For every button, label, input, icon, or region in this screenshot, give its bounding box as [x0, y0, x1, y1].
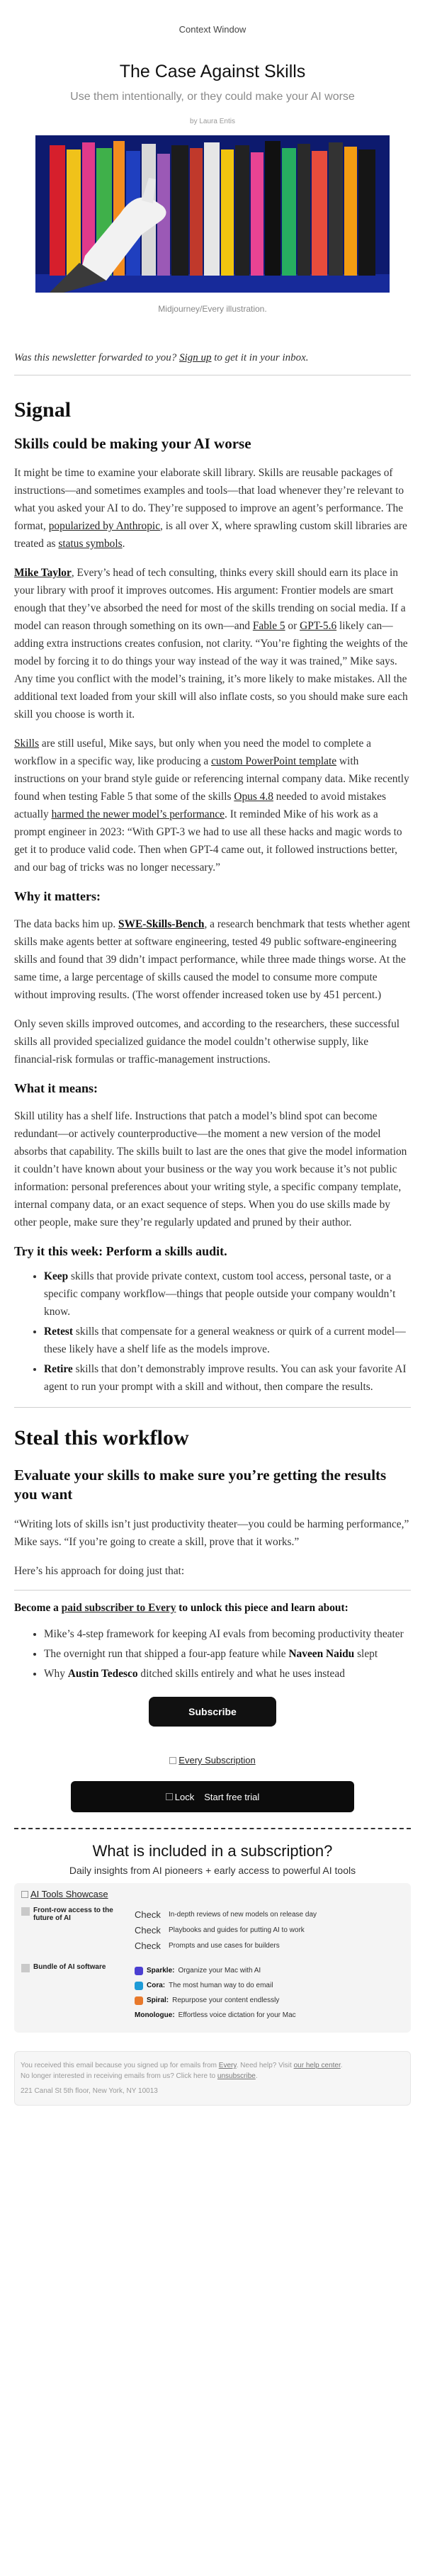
paragraph: Only seven skills improved outcomes, and according to the researchers, these successful skills all provided specialized guidance the model couldn’t otherwise supply, like financial-risk formulas or traffic-management instructions. [14, 1018, 400, 1066]
paragraph: “Writing lots of skills isn’t just productivity theater—you could be harming performance,” Mike says. “If you’re going to create a skill, prove that it works.” [14, 1518, 409, 1548]
steal-headline: Evaluate your skills to make sure you’re getting the results you want [14, 1467, 387, 1503]
harmed-performance-link[interactable]: harmed the newer model’s performance [51, 808, 225, 820]
list-item: • Why Austin Tedesco ditched skills entirely and what he uses instead [44, 1665, 411, 1683]
app-item: Cora: The most human way to do email [135, 1978, 404, 1993]
benefit-row [21, 1906, 404, 1953]
benefit-icon [21, 1907, 30, 1916]
section-title-steal: Steal this workflow [14, 1426, 189, 1450]
try-it-heading: Try it this week: Perform a skills audit. [14, 1244, 227, 1258]
opus-link[interactable]: Opus 4.8 [234, 791, 273, 803]
powerpoint-template-link[interactable]: custom PowerPoint template [211, 755, 337, 767]
email-footer: You received this email because you signed up for emails from Every. Need help? Visit our help center. No longer interested in receiving emails from us? Click here to unsubscribe. 221 Canal St 5th floor, New York, NY 10013 [14, 2051, 411, 2106]
fable-5-link[interactable]: Fable 5 [252, 620, 285, 632]
benefit-row [21, 1963, 404, 2023]
broken-image-icon [21, 1891, 28, 1898]
app-item: Spiral: Repurpose your content endlessly [135, 1993, 404, 2008]
skills-link[interactable]: Skills [14, 738, 40, 750]
spiral-icon [135, 1996, 143, 2005]
bundle-icon [21, 1964, 30, 1972]
cora-icon [135, 1982, 143, 1990]
benefit-label: Front-row access to the future of AI [33, 1906, 113, 1922]
check-item: Check Prompts and use cases for builders [135, 1940, 280, 1951]
footer-address: 221 Canal St 5th floor, New York, NY 10013 [21, 2087, 158, 2095]
teaser-list [14, 1625, 411, 1683]
divider [14, 1407, 411, 1408]
app-item: Sparkle: Organize your Mac with AI [135, 1963, 404, 1978]
check-icon: Check [135, 1940, 161, 1951]
subscribe-button[interactable]: Subscribe [149, 1697, 276, 1727]
included-title: What is included in a subscription? [92, 1842, 333, 1860]
app-item: Monologue: Effortless voice dictation for your Mac [135, 2011, 296, 2019]
anthropic-link[interactable]: popularized by Anthropic [48, 520, 161, 532]
status-symbols-link[interactable]: status symbols [58, 538, 123, 550]
image-caption: Midjourney/Every illustration. [158, 304, 267, 314]
showcase-alt: AI Tools Showcase [21, 1889, 404, 1899]
lock-icon-alt: Lock [174, 1791, 195, 1802]
paragraph: Here’s his approach for doing just that: [14, 1565, 185, 1577]
why-it-matters-heading: Why it matters: [14, 889, 101, 903]
article-subtitle: Use them intentionally, or they could make your AI worse [70, 91, 355, 103]
dashed-divider [14, 1828, 411, 1829]
list-item: • Mike’s 4-step framework for keeping AI evals from becoming productivity theater [44, 1625, 411, 1643]
signal-headline: Skills could be making your AI worse [14, 435, 251, 452]
help-center-link[interactable]: our help center [293, 2062, 341, 2069]
gpt-5-6-link[interactable]: GPT-5.6 [300, 620, 337, 632]
signup-link[interactable]: Sign up [179, 352, 212, 363]
list-item: • Keep skills that provide private context, custom tool access, personal taste, or a specific company workflow—things that people outside your company wouldn’t know. [44, 1267, 411, 1321]
included-subtitle: Daily insights from AI pioneers + early access to powerful AI tools [69, 1865, 356, 1876]
list-item: • Retire skills that don’t demonstrably improve results. You can ask your favorite AI agent to run your prompt with a skill and without, then compare the results. [44, 1360, 411, 1396]
check-item: Check In-depth reviews of new models on release day [135, 1909, 317, 1920]
what-it-means-heading: What it means: [14, 1081, 98, 1095]
unsubscribe-link[interactable]: unsubscribe [217, 2072, 256, 2080]
list-item: • The overnight run that shipped a four-app feature while Naveen Naidu slept [44, 1645, 411, 1663]
audit-list [14, 1267, 411, 1396]
publication-name: Context Window [178, 24, 246, 35]
paragraph: Mike Taylor, Every’s head of tech consulting, thinks every skill should earn its place in your library with proof it improves outcomes. His argument: Frontier models are smart enough that they’ve absorbed the need for most of the skills trending on social media. If a model can reason through something on its own—and Fable 5 or GPT-5.6 likely can—adding extra instructions creates confusion, not clarity. “You’re fighting the weights of the model by forcing it to do things your way instead of the way it was trained,” Mike says. Any time you conflict with the model’s training, it’s more likely to make mistakes. All the additional text loaded from your skill will also inflate costs, so you should make sure each skill you choose is worth it. [14, 567, 408, 721]
paragraph: Skills are still useful, Mike says, but only when you need the model to complete a workflow in a specific way, like producing a custom PowerPoint template with instructions on your brand style guide or referencing internal company data. Mike recently found when testing Fable 5 that some of the skills Opus 4.8 needed to avoid mistakes actually harmed the newer model’s performance. It reminded Mike of his work as a prompt engineer in 2023: “With GPT-3 we had to use all these hacks and magic words to get it to produce valid code. Then when GPT-4 came out, it followed instructions better, and our bag of tricks was no longer necessary.” [14, 738, 409, 874]
ai-tools-showcase [14, 1883, 411, 2033]
every-subscription-image[interactable]: Every Subscription [14, 1755, 411, 1766]
paragraph: It might be time to examine your elaborate skill library. Skills are reusable packages of instructions—and sometimes examples and tools—that load whenever they’re relevant to what you asked your AI to do. They’re supposed to improve an agent’s performance. The format, popularized by Anthropic, is all over X, where sprawling custom skill libraries are treated as status symbols. [14, 467, 407, 550]
mike-taylor-link[interactable]: Mike Taylor [14, 567, 72, 579]
books-illustration [35, 135, 390, 293]
benefit-label: Bundle of AI software [33, 1963, 106, 1971]
sparkle-icon [135, 1967, 143, 1975]
byline: by Laura Entis [190, 118, 235, 125]
section-title-signal: Signal [14, 398, 72, 422]
forwarded-note: Was this newsletter forwarded to you? Sign up to get it in your inbox. [14, 352, 309, 363]
paragraph: Skill utility has a shelf life. Instructions that patch a model’s blind spot can become redundant—or actively counterproductive—the moment a new version of the model absorbs that capability. The skills built to last are the ones that give the model information it couldn’t have known about your business or the way you work because it’s not public information: personal preferences about your writing style, a specific company template, internal company data, or an exact sequence of steps. When you do use skills made by other people, make sure they’re regularly updated and pruned by their author. [14, 1110, 407, 1228]
swe-skills-bench-link[interactable]: SWE-Skills-Bench [118, 918, 205, 930]
start-free-trial-button[interactable] [71, 1781, 354, 1812]
check-item: Check Playbooks and guides for putting AI to work [135, 1924, 305, 1936]
hero-illustration [35, 135, 390, 293]
lock-icon [166, 1793, 173, 1800]
paywall-note: Become a paid subscriber to Every to unlock this piece and learn about: [14, 1602, 348, 1614]
check-icon: Check [135, 1924, 161, 1936]
every-link[interactable]: Every [218, 2062, 237, 2069]
list-item: • Retest skills that compensate for a general weakness or quirk of a current model—these likely have a shelf life as the models improve. [44, 1323, 411, 1358]
paid-subscriber-link[interactable]: paid subscriber to Every [61, 1602, 176, 1614]
broken-image-icon [169, 1757, 176, 1764]
check-icon: Check [135, 1909, 161, 1920]
article-title: The Case Against Skills [119, 62, 306, 81]
trial-label: Start free trial [204, 1791, 260, 1802]
paragraph: The data backs him up. SWE-Skills-Bench, a research benchmark that tests whether agent skills make agents better at software engineering, tested 49 public software-engineering skills and found that 39 didn’t impact performance, while three made things worse. At the same time, a large percentage of skills caused the model to consume more compute without improving results. (The worst offender increased token use by 451 percent.) [14, 918, 411, 1001]
divider [14, 1590, 411, 1591]
